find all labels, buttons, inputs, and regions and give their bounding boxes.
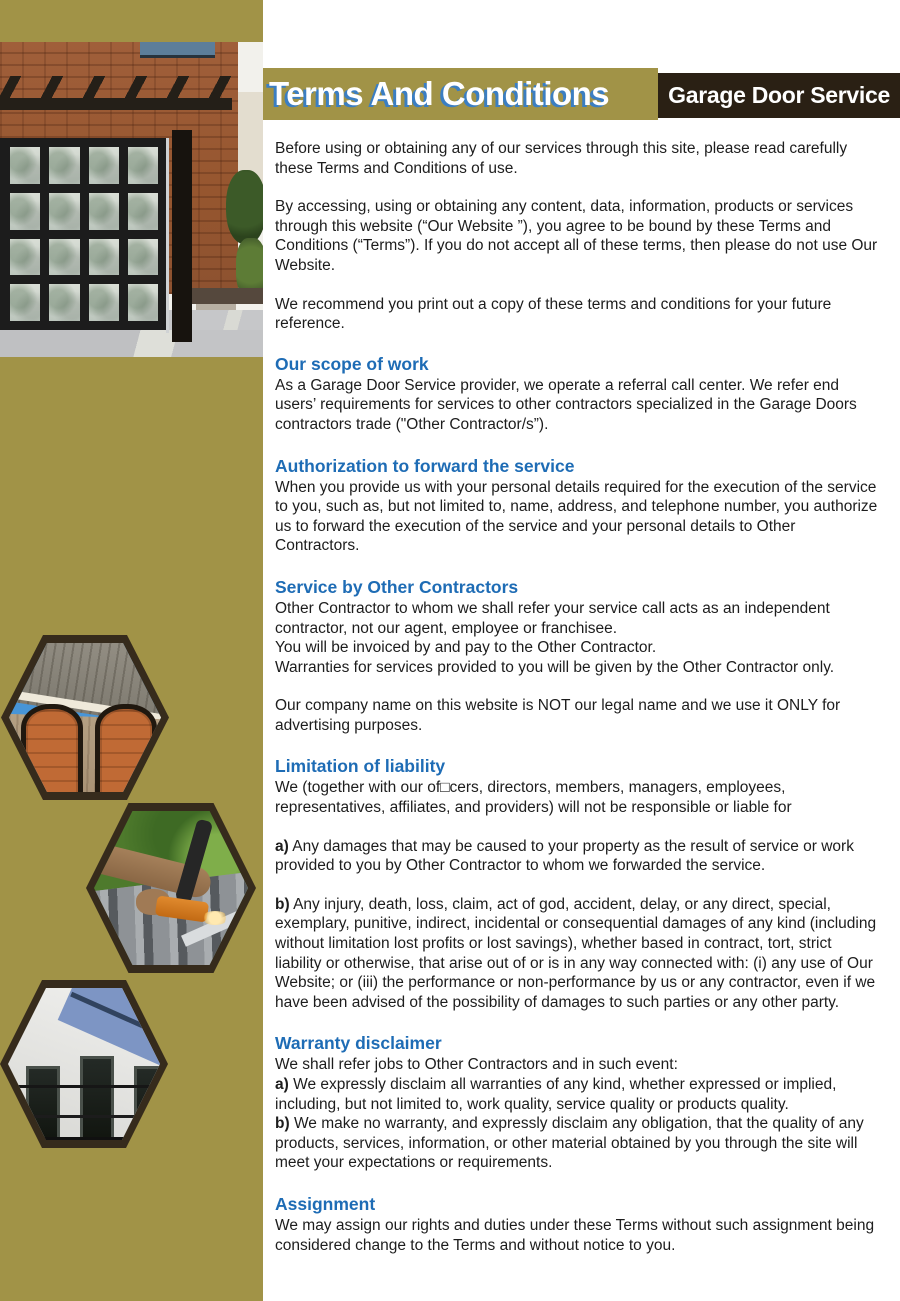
orange-door-left-graphic xyxy=(21,704,83,792)
dock-door-right-graphic xyxy=(134,1066,160,1140)
section-heading-assignment: Assignment xyxy=(275,1193,376,1214)
dock-door-middle-graphic xyxy=(80,1056,114,1140)
section-heading-service: Service by Other Contractors xyxy=(275,576,519,597)
wall-trim-graphic xyxy=(192,288,263,304)
sidebar xyxy=(0,0,263,1301)
warranty-b-text: We make no warranty, and expressly disclaim any obligation, that the quality of any products, services, information, or other material obtained by you through the site will meet your expectations or requirements. xyxy=(275,1115,864,1172)
orange-garage-doors-hex-photo xyxy=(1,635,169,800)
company-name-note: Our company name on this website is NOT our legal name and we use it ONLY for advertising purposes. xyxy=(275,697,841,734)
service-line-2: You will be invoiced by and pay to the Other Contractor. xyxy=(275,639,657,657)
railing-top-graphic xyxy=(8,1085,160,1088)
door-rail-graphic xyxy=(166,138,169,333)
terms-content xyxy=(275,139,879,1274)
modern-garage-door-photo xyxy=(0,42,263,357)
intro-paragraph-1: Before using or obtaining any of our services through this site, please read carefully these Terms and Conditions of use. xyxy=(275,140,848,177)
section-heading-authorization: Authorization to forward the service xyxy=(275,455,575,476)
warranty-a-text: We expressly disclaim all warranties of any kind, whether expressed or implied, including, but not limited to, work quality, service quality or products quality. xyxy=(275,1076,837,1113)
upper-window-graphic xyxy=(140,42,215,58)
tree-graphic xyxy=(226,170,263,244)
main-content-area xyxy=(263,0,900,1301)
warranty-a-label: a) xyxy=(275,1076,289,1093)
pergola-beam-graphic xyxy=(0,98,232,110)
page-title: Terms And Conditions xyxy=(269,75,610,112)
item-b-text: Any injury, death, loss, claim, act of god, accident, delay, or any direct, special, exemplary, punitive, indirect, incidental or consequential damages of any kind (including without limitation lost profits or lost savings), whether based in contract, tort, strict liability or otherwise, that arise out of or is in any way connected with: (i) any use of Our Website; or (iii) the performance or non-performance by us or any contractor, even if we have been advised of the possibility of damages to such parties or any other party. xyxy=(275,895,877,1011)
liability-item-b xyxy=(275,895,879,1013)
service-line-1: Other Contractor to whom we shall refer your service call acts as an independent contractor, not our agent, employee or franchisee. xyxy=(275,599,830,637)
scope-body: As a Garage Door Service provider, we operate a referral call center. We refer end users’ requirements for services to other contractors specialized in the Garage Doors contractors trade ("Other Contractor/s”). xyxy=(275,376,857,433)
item-a-text: Any damages that may be caused to your property as the result of service or work provided to you by Other Contractor to whom we forwarded the service. xyxy=(275,837,854,875)
liability-intro: We (together with our of□cers, directors, members, managers, employees, representatives, affiliates, and providers) will not be responsible or liable for xyxy=(275,779,792,817)
title-banner xyxy=(263,68,658,120)
brand-badge xyxy=(658,73,900,118)
service-line-3: Warranties for services provided to you will be given by the Other Contractor only. xyxy=(275,658,835,676)
item-b-label: b) xyxy=(275,895,290,913)
brand-name: Garage Door Service xyxy=(668,81,890,108)
warranty-item-a xyxy=(275,1075,879,1114)
page-header xyxy=(263,68,900,120)
intro-paragraph-3: We recommend you print out a copy of these terms and conditions for your future reference. xyxy=(275,295,832,333)
railing-bottom-graphic xyxy=(8,1137,160,1140)
intro-paragraph-2: By accessing, using or obtaining any content, data, information, products or services through this website (“Our Website ”), you agree to be bound by these Terms and Conditions (“Terms”). If you do not accept all of these terms, then please do not use Our Website. xyxy=(275,198,878,274)
warranty-item-b xyxy=(275,1114,879,1173)
section-heading-liability: Limitation of liability xyxy=(275,756,446,777)
glass-garage-door-graphic xyxy=(0,138,168,330)
authorization-body: When you provide us with your personal details required for the execution of the service to you, such as, but not limited to, name, address, and telephone number, you authorize us to forward the execution of the service and your personal details to Other Contractors. xyxy=(275,478,878,555)
driveway-graphic xyxy=(0,330,263,357)
section-heading-warranty: Warranty disclaimer xyxy=(275,1033,442,1054)
liability-item-a xyxy=(275,837,879,876)
section-heading-scope: Our scope of work xyxy=(275,353,429,374)
pergola-rafters-graphic xyxy=(0,76,238,100)
assignment-body: We may assign our rights and duties under these Terms without such assignment being considered change to the Terms and without notice to you. xyxy=(275,1216,875,1254)
door-post-graphic xyxy=(172,130,192,342)
warranty-b-label: b) xyxy=(275,1115,290,1133)
railing-middle-graphic xyxy=(8,1115,160,1118)
warranty-line-1: We shall refer jobs to Other Contractors and in such event: xyxy=(275,1056,678,1074)
commercial-dock-doors-hex-photo xyxy=(0,980,168,1148)
technician-working-hex-photo xyxy=(86,803,256,973)
dock-door-left-graphic xyxy=(26,1066,60,1140)
item-a-label: a) xyxy=(275,837,289,855)
orange-door-right-graphic xyxy=(95,704,157,792)
spark-graphic xyxy=(202,911,228,925)
